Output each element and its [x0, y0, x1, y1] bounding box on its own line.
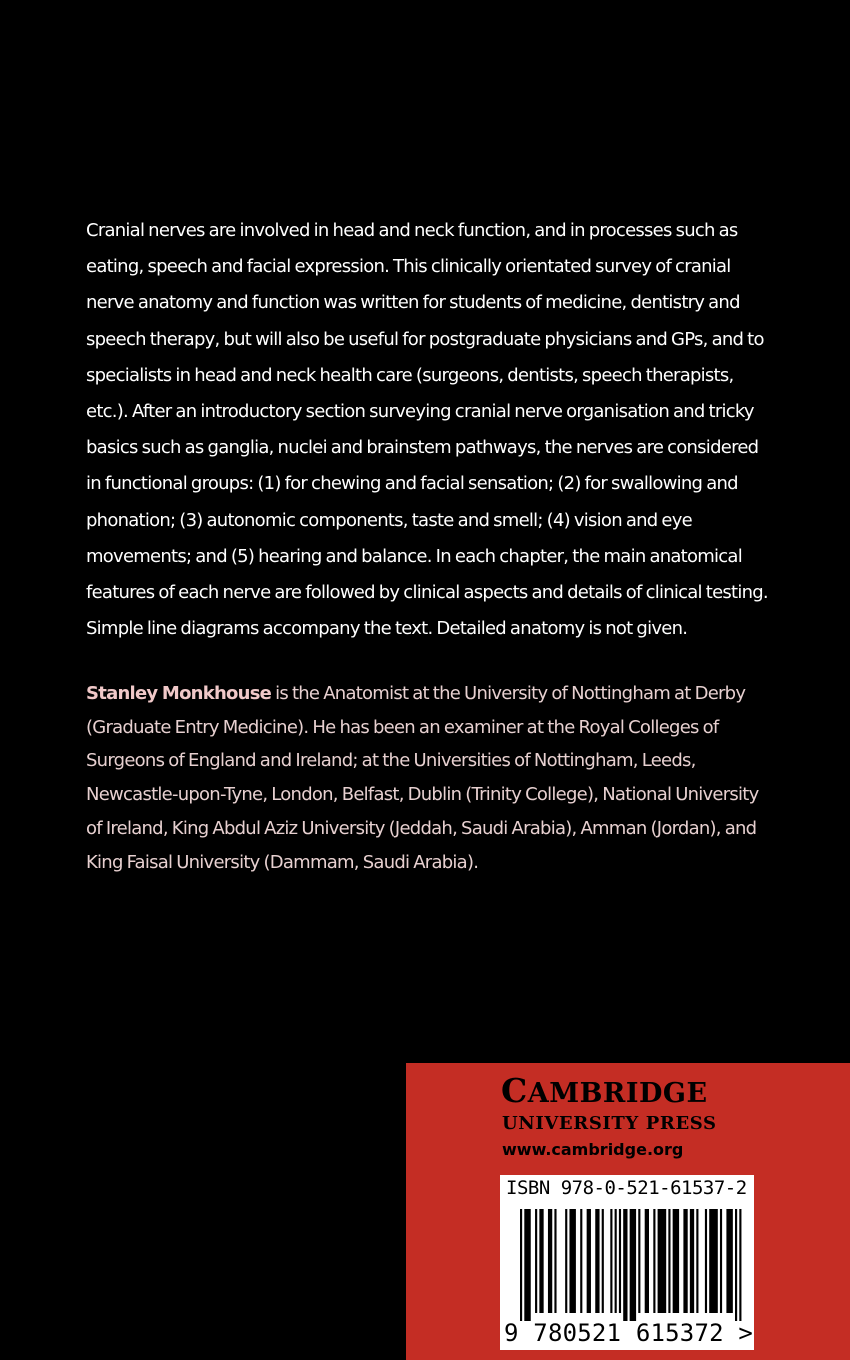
barcode-bar	[726, 1209, 732, 1313]
isbn-barcode-block	[500, 1175, 754, 1350]
publisher-logo-name: CAMBRIDGE	[501, 1071, 708, 1110]
barcode-bar	[554, 1209, 556, 1313]
barcode-bar	[619, 1209, 621, 1313]
barcode-bar	[696, 1209, 698, 1313]
barcode-bar	[735, 1209, 737, 1321]
publisher-panel	[406, 1063, 850, 1360]
barcode-bar	[615, 1209, 617, 1313]
barcode-bar	[720, 1209, 722, 1313]
barcode-bar	[705, 1209, 707, 1313]
barcode-bar	[548, 1209, 552, 1313]
barcode-bar	[668, 1209, 670, 1313]
barcode-bar	[638, 1209, 640, 1313]
publisher-url: www.cambridge.org	[502, 1140, 684, 1159]
barcode-bar	[683, 1209, 687, 1313]
barcode-bar	[645, 1209, 649, 1313]
barcode-bar	[524, 1209, 530, 1321]
barcode-bar	[602, 1209, 604, 1313]
barcode-bar	[539, 1209, 543, 1313]
barcode-bar	[595, 1209, 599, 1313]
isbn-label: ISBN 978-0-521-61537-2	[506, 1177, 747, 1199]
author-biography	[86, 677, 776, 879]
ean-digits: 9 780521 615372 >	[504, 1319, 754, 1347]
barcode-bar	[739, 1209, 741, 1321]
barcode-bar	[610, 1209, 612, 1313]
barcode-bar	[623, 1209, 627, 1321]
barcode-bar	[535, 1209, 537, 1313]
barcode-bar	[673, 1209, 679, 1313]
author-name: Stanley Monkhouse	[86, 683, 272, 704]
publisher-subtitle: UNIVERSITY PRESS	[502, 1113, 717, 1134]
barcode-bar	[569, 1209, 575, 1313]
book-description: Cranial nerves are involved in head and neck function, and in processes such as eating, speech and facial expression. This clinically orientated survey of cranial nerve anatomy and function was written for students of medicine, dentistry and speech therapy, but will also be useful for postgraduate physicians and GPs, and to specialists in head and neck health care (surgeons, dentists, speech therapists, etc.). After an introductory section surveying cranial nerve organisation and tricky basics such as ganglia, nuclei and brainstem pathways, the nerves are considered in functional groups: (1) for chewing and facial sensation; (2) for swallowing and phonation; (3) autonomic components, taste and smell; (4) vision and eye movements; and (5) hearing and balance. In each chapter, the main anatomical features of each nerve are followed by clinical aspects and details of clinical testing. Simple line diagrams accompany the text. Detailed anatomy is not given.	[86, 220, 768, 640]
barcode-bar	[653, 1209, 655, 1313]
barcode-graphic	[500, 1209, 754, 1321]
barcode-bar	[690, 1209, 694, 1313]
barcode-bar	[630, 1209, 636, 1321]
barcode-bar	[565, 1209, 567, 1313]
barcode-bar	[709, 1209, 718, 1313]
author-bio-text: is the Anatomist at the University of Nottingham at Derby (Graduate Entry Medicine). He has been an examiner at the Royal Colleges of Surgeons of England and Ireland; at the Universities of Nottingham, Leeds, Newcastle-upon-Tyne, London, Belfast, Dublin (Trinity College), National University of Ireland, King Abdul Aziz University (Jeddah, Saudi Arabia), Amman (Jordan), and King Faisal University (Dammam, Saudi Arabia).	[86, 683, 759, 873]
barcode-bar	[587, 1209, 591, 1313]
barcode-bar	[520, 1209, 522, 1321]
barcode-bar	[580, 1209, 582, 1313]
barcode-bar	[658, 1209, 667, 1313]
